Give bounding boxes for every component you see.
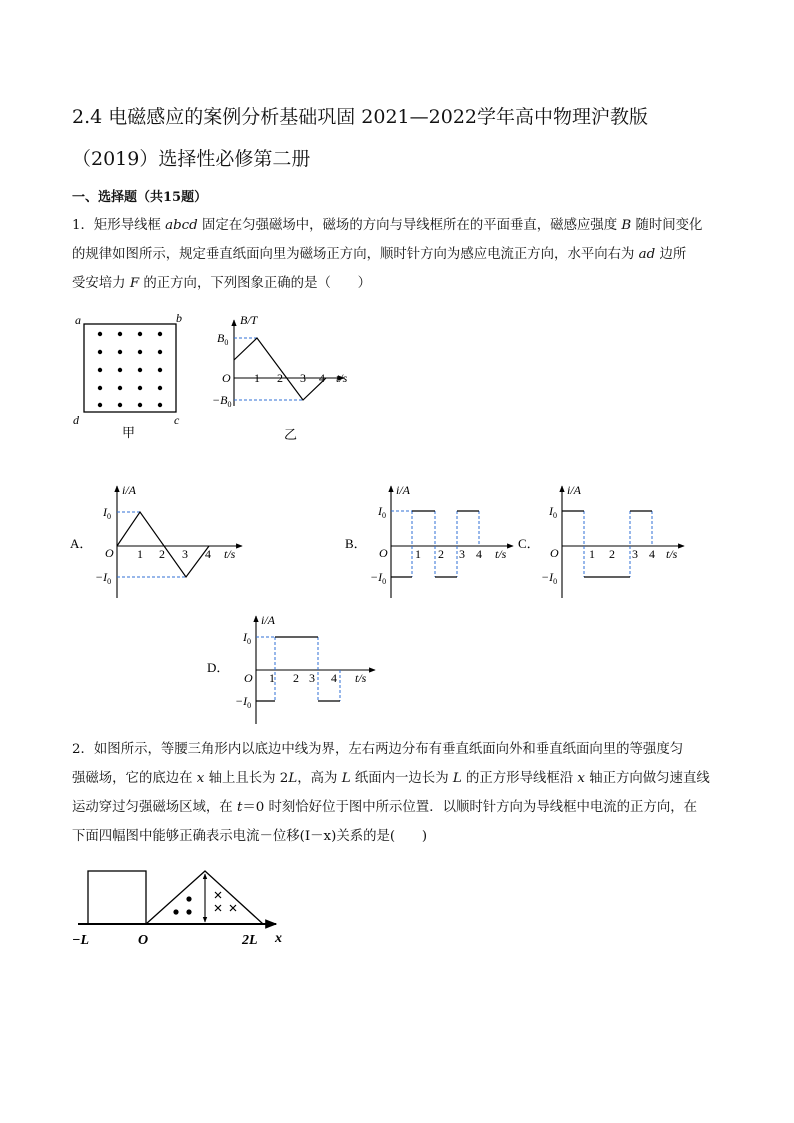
x-axis-label: t/s: [336, 371, 348, 385]
y-axis-label: i/A: [567, 483, 581, 497]
option-a-graph[interactable]: [70, 480, 250, 600]
option-c-label: C．: [518, 536, 540, 551]
q1-text: 随时间变化: [631, 218, 703, 233]
y-axis-label: i/A: [396, 483, 410, 497]
tick-4: 4: [319, 371, 325, 385]
x-axis-label: t/s: [495, 547, 507, 561]
i0-label: $I_0$: [103, 505, 111, 521]
q1-text: 边所: [655, 247, 687, 262]
field-out-dots: [173, 896, 191, 914]
tick-2: 2: [609, 547, 615, 561]
q2-text: ＝0 时刻恰好位于图中所示位置．以顺时针方向为导线框中电流的正方向，在: [242, 800, 698, 815]
tick-4: 4: [205, 547, 211, 561]
document-title-line-2: （2019）选择性必修第二册: [72, 148, 311, 170]
option-c-graph[interactable]: [518, 480, 690, 600]
i0-label: $I_0$: [549, 504, 557, 520]
origin-label: O: [244, 671, 253, 685]
tick-2: 2: [277, 371, 283, 385]
tick-2: 2: [293, 671, 299, 685]
corner-b-label: b: [176, 311, 182, 325]
question-2-text: [72, 735, 722, 851]
neg-i0-label: $-I_0$: [235, 694, 252, 710]
neg-i0-label: $-I_0$: [541, 570, 558, 586]
current-curve: [562, 511, 652, 577]
q1-text: 1．矩形导线框: [72, 218, 166, 233]
q2-text: 的正方形导线框沿: [461, 771, 578, 786]
corner-d-label: d: [73, 413, 79, 427]
q1-var: abcd: [165, 218, 198, 233]
tick-2: 2: [159, 547, 165, 561]
guide-lines: [391, 511, 479, 577]
origin-label: O: [138, 933, 149, 948]
b0-label: $B_0$: [217, 331, 229, 347]
q2-text: 运动穿过匀强磁场区域，在: [72, 800, 237, 815]
q1-text: 的正方向，下列图象正确的是（ ）: [139, 276, 372, 291]
q2-var: L: [341, 771, 351, 786]
question-2-figure: [70, 862, 290, 952]
q2-text: ，高为: [297, 771, 342, 786]
tick-4: 4: [476, 547, 482, 561]
neg-l-label: −L: [72, 933, 90, 948]
tick-4: 4: [649, 547, 655, 561]
q2-var: x: [196, 771, 205, 786]
q1-var: B: [621, 218, 632, 233]
i0-label: $I_0$: [378, 504, 386, 520]
q2-var: t: [236, 800, 243, 815]
neg-b0-label: $-B_0$: [212, 393, 232, 409]
wire-frame: [84, 324, 176, 412]
tick-1: 1: [269, 671, 275, 685]
two-l-label: 2L: [242, 933, 258, 948]
tick-4: 4: [331, 671, 337, 685]
q2-text: 轴上且长为 2: [204, 771, 289, 786]
tick-3: 3: [309, 671, 315, 685]
figure-caption-yi: 乙: [284, 427, 298, 442]
guide-lines: [256, 637, 340, 701]
q2-text: 轴正方向做匀速直线: [584, 771, 710, 786]
q2-var: x: [577, 771, 585, 786]
tick-3: 3: [632, 547, 638, 561]
current-curve: [117, 512, 209, 577]
tick-3: 3: [182, 547, 188, 561]
magnetic-field-dots: [98, 332, 162, 407]
square-wire-loop: [88, 871, 146, 924]
tick-3: 3: [300, 371, 306, 385]
figure-caption-jia: 甲: [122, 425, 136, 440]
y-axis-label: i/A: [261, 613, 275, 627]
q2-text: 强磁场，它的底边在: [72, 771, 197, 786]
origin-label: O: [222, 371, 231, 385]
tick-1: 1: [415, 547, 421, 561]
current-curve: [256, 637, 340, 701]
x-axis-label: t/s: [666, 547, 678, 561]
option-b-label: B．: [345, 536, 367, 551]
q1-text: 受安培力: [72, 276, 130, 291]
q1-text: 的规律如图所示，规定垂直纸面向里为磁场正方向，顺时针方向为感应电流正方向，水平向右为: [72, 247, 639, 262]
question-1-text: [72, 211, 722, 298]
neg-i0-label: $-I_0$: [370, 570, 387, 586]
tick-1: 1: [254, 371, 260, 385]
q2-text: 下面四幅图中能够正确表示电流－位移(I－x)关系的是( ): [72, 829, 428, 844]
figure-jia: [70, 308, 190, 443]
q1-var: F: [129, 276, 140, 291]
tick-2: 2: [438, 547, 444, 561]
option-a-label: A．: [70, 536, 93, 551]
x-label: x: [275, 931, 282, 946]
document-title-line-1: 2.4 电磁感应的案例分析基础巩固 2021—2022学年高中物理沪教版: [72, 106, 649, 128]
origin-label: O: [379, 546, 388, 560]
q1-text: 固定在匀强磁场中，磁场的方向与导线框所在的平面垂直，磁感应强度: [197, 218, 622, 233]
q2-var: L: [452, 771, 462, 786]
field-in-crosses: [215, 892, 236, 911]
neg-i0-label: $-I_0$: [95, 570, 112, 586]
option-b-graph[interactable]: [345, 480, 520, 600]
corner-a-label: a: [75, 313, 81, 327]
origin-label: O: [105, 546, 114, 560]
q2-var: L: [288, 771, 298, 786]
y-axis-label: i/A: [122, 483, 136, 497]
guide-lines: [584, 511, 652, 577]
y-axis-label: B/T: [240, 313, 258, 327]
option-d-graph[interactable]: [207, 612, 382, 727]
corner-c-label: c: [174, 413, 180, 427]
q2-text: 纸面内一边长为: [350, 771, 453, 786]
tick-3: 3: [459, 547, 465, 561]
x-axis-label: t/s: [224, 547, 236, 561]
tick-1: 1: [589, 547, 595, 561]
x-axis-label: t/s: [355, 671, 367, 685]
option-d-label: D．: [207, 660, 230, 675]
i0-label: $I_0$: [243, 630, 251, 646]
origin-label: O: [550, 546, 559, 560]
b-field-curve: [234, 338, 326, 400]
section-heading: 一、选择题（共15题）: [72, 190, 208, 205]
q2-text: 2．如图所示，等腰三角形内以底边中线为界，左右两边分布有垂直纸面向外和垂直纸面向里的等强度匀: [72, 742, 684, 757]
figure-yi: [212, 310, 357, 445]
q1-var: ad: [638, 247, 656, 262]
tick-1: 1: [137, 547, 143, 561]
